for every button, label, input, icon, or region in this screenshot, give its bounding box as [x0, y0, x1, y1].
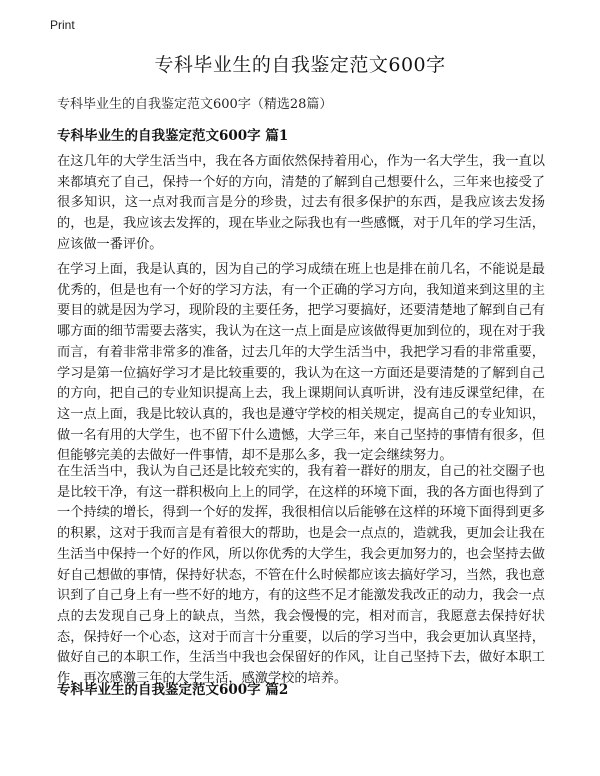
page-title: 专科毕业生的自我鉴定范文600字	[154, 54, 446, 76]
paragraph: 在生活当中，我认为自己还是比较充实的，我有着一群好的朋友，自己的社交圈子也是比较干净，有这一群积极向上上的同学，在这样的环境下面，我的各方面也得到了一个持续的增长，得到一个好的发挥，我很相信以后能够在这样的环境下面得到更多的积累，这对于我而言是有着很大的帮助，也是会一点点的，造就我，更加会让我在生活当中保持一个好的作风，所以你优秀的大学生，我会更加努力的，也会坚持去做好自己想做的事情，保持好状态，不管在什么时候都应该去搞好学习，当然，我也意识到了自己身上有一些不好的地方，有的这些不足才能激发我改正的动力，我会一点点的去发现自己身上的缺点，当然，我会慢慢的完，相对而言，我愿意去保持好状态，保持好一个心态，这对于而言十分重要，以后的学习当中，我会更加认真坚持，做好自己的本职工作，生活当中我也会保留好的作风，让自己坚持下去，做好本职工作，再次感激三年的大学生活，感激学校的培养。	[57, 464, 545, 687]
print-link[interactable]: Print	[50, 18, 75, 32]
section-heading-1: 专科毕业生的自我鉴定范文600字 篇1	[57, 128, 289, 144]
paragraph: 在这几年的大学生活当中，我在各方面依然保持着用心，作为一名大学生，我一直以来都填充了自己，保持一个好的方向，清楚的了解到自己想要什么，三年来也接受了很多知识，这一点对我而言是分的珍贵，过去有很多保护的东西，是我应该去发扬的，也是，我应该去发挥的，现在毕业之际我也有一些感慨，对于几年的学习生活，应该做一番评价。	[57, 154, 545, 252]
document-subtitle: 专科毕业生的自我鉴定范文600字（精选28篇）	[57, 97, 333, 112]
paragraph: 在学习上面，我是认真的，因为自己的学习成绩在班上也是排在前几名，不能说是最优秀的，但是也有一个好的学习方法，有一个正确的学习方向，我知道来到这里的主要目的就是因为学习，现阶段的主要任务，把学习要搞好，还要清楚地了解到自己有哪方面的细节需要去落实，我认为在这一点上面是应该做得更加到位的，现在对于我而言，有着非常非常多的准备，过去几年的大学生活当中，我把学习看的非常重要，学习是第一位搞好学习才是比较重要的，我认为在这一方面还是要清楚的了解到自己的方向，把自己的专业知识提高上去，我上课期间认真听讲，没有违反课堂纪律，在这一点上面，我是比较认真的，我也是遵守学校的相关规定，提高自己的专业知识，做一名有用的大学生，也不留下什么遗憾，大学三年，来自己坚持的事情有很多，但但能够完美的去做好一件事情，却不是那么多，我一定会继续努力。	[57, 262, 545, 464]
section-heading-2: 专科毕业生的自我鉴定范文600字 篇2	[57, 682, 289, 698]
